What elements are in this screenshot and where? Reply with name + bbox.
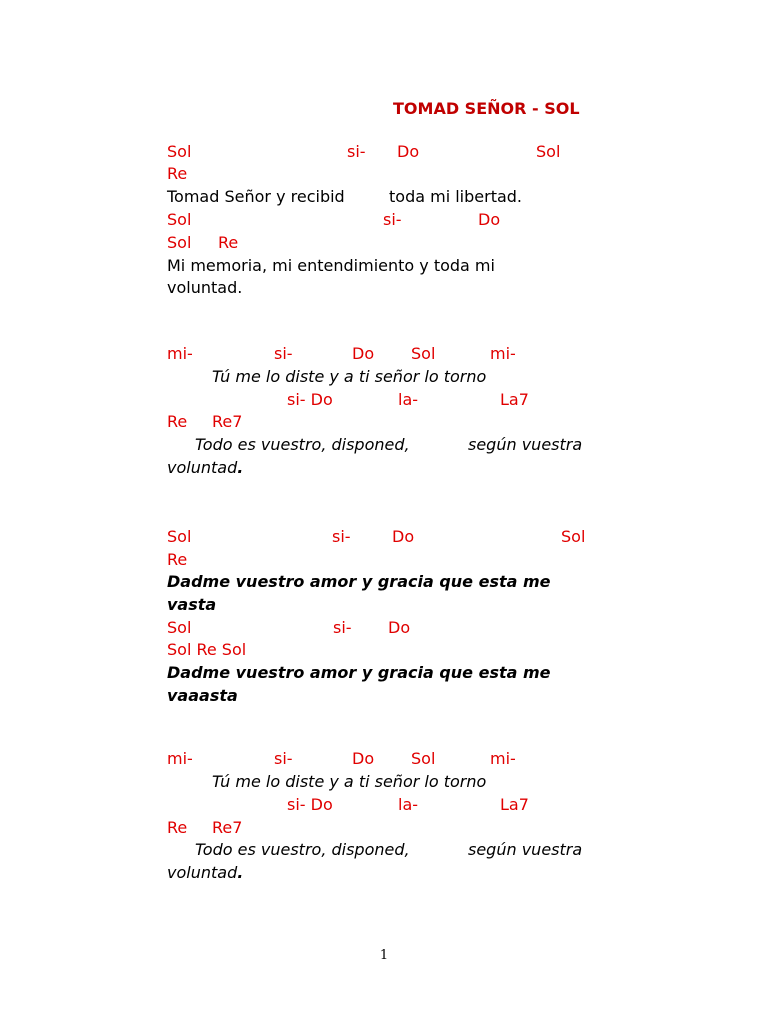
lyric-line: según vuestra — [468, 435, 583, 454]
chord: Sol — [561, 527, 586, 546]
lyric-line — [167, 863, 243, 882]
chord: Re — [218, 233, 239, 252]
lyric-line: según vuestra — [468, 840, 583, 859]
chord: Sol Re Sol — [167, 640, 247, 659]
lyric-word: voluntad — [167, 863, 238, 882]
chord: Sol — [411, 344, 436, 363]
chord: si- — [274, 344, 293, 363]
chord: Re — [167, 818, 188, 837]
chord: mi- — [490, 344, 516, 363]
chord: Sol — [167, 527, 192, 546]
chord: mi- — [167, 344, 193, 363]
lyric-line: Dadme vuestro amor y gracia que esta me — [167, 663, 551, 682]
lyric-line: Todo es vuestro, disponed, — [195, 840, 410, 859]
chord: Do — [392, 527, 415, 546]
chord: Sol — [167, 618, 192, 637]
chord: Sol — [167, 233, 192, 252]
chord: si- — [347, 142, 366, 161]
chord: Sol — [167, 142, 192, 161]
chord: mi- — [490, 749, 516, 768]
chord: Re — [167, 164, 188, 183]
chord: si- — [332, 527, 351, 546]
lyric-word: voluntad — [167, 458, 238, 477]
chord: Re — [167, 550, 188, 569]
chord: Do — [388, 618, 411, 637]
song-title: TOMAD SEÑOR - SOL — [393, 99, 580, 118]
lyric-line: Todo es vuestro, disponed, — [195, 435, 410, 454]
chord: Re — [167, 412, 188, 431]
chord: Do — [352, 344, 375, 363]
page-number: 1 — [379, 948, 389, 963]
lyric-line: Tomad Señor y recibid — [167, 187, 345, 206]
lyric-line: toda mi libertad. — [389, 187, 523, 206]
chord: la- — [398, 795, 419, 814]
chord: Sol — [536, 142, 561, 161]
chord: La7 — [500, 795, 529, 814]
chord: mi- — [167, 749, 193, 768]
chord: la- — [398, 390, 419, 409]
chord: Re7 — [212, 412, 243, 431]
chord: si- Do — [287, 390, 333, 409]
chord: si- — [274, 749, 293, 768]
lyric-line: Dadme vuestro amor y gracia que esta me — [167, 572, 551, 591]
lyric-line: voluntad. — [167, 278, 243, 297]
chord: si- Do — [287, 795, 333, 814]
chord: Sol — [411, 749, 436, 768]
chord: Sol — [167, 210, 192, 229]
lyric-period: . — [237, 458, 244, 477]
lyric-line: vaaasta — [167, 686, 238, 705]
chord: La7 — [500, 390, 529, 409]
chord: si- — [383, 210, 402, 229]
chord: Do — [397, 142, 420, 161]
lyric-line — [167, 458, 243, 477]
chord: Do — [478, 210, 501, 229]
lyric-period: . — [237, 863, 244, 882]
lyric-line: Tú me lo diste y a ti señor lo torno — [212, 367, 487, 386]
chord: Re7 — [212, 818, 243, 837]
lyric-line: Mi memoria, mi entendimiento y toda mi — [167, 256, 495, 275]
chord: Do — [352, 749, 375, 768]
lyric-line: Tú me lo diste y a ti señor lo torno — [212, 772, 487, 791]
chord: si- — [333, 618, 352, 637]
lyric-line: vasta — [167, 595, 217, 614]
